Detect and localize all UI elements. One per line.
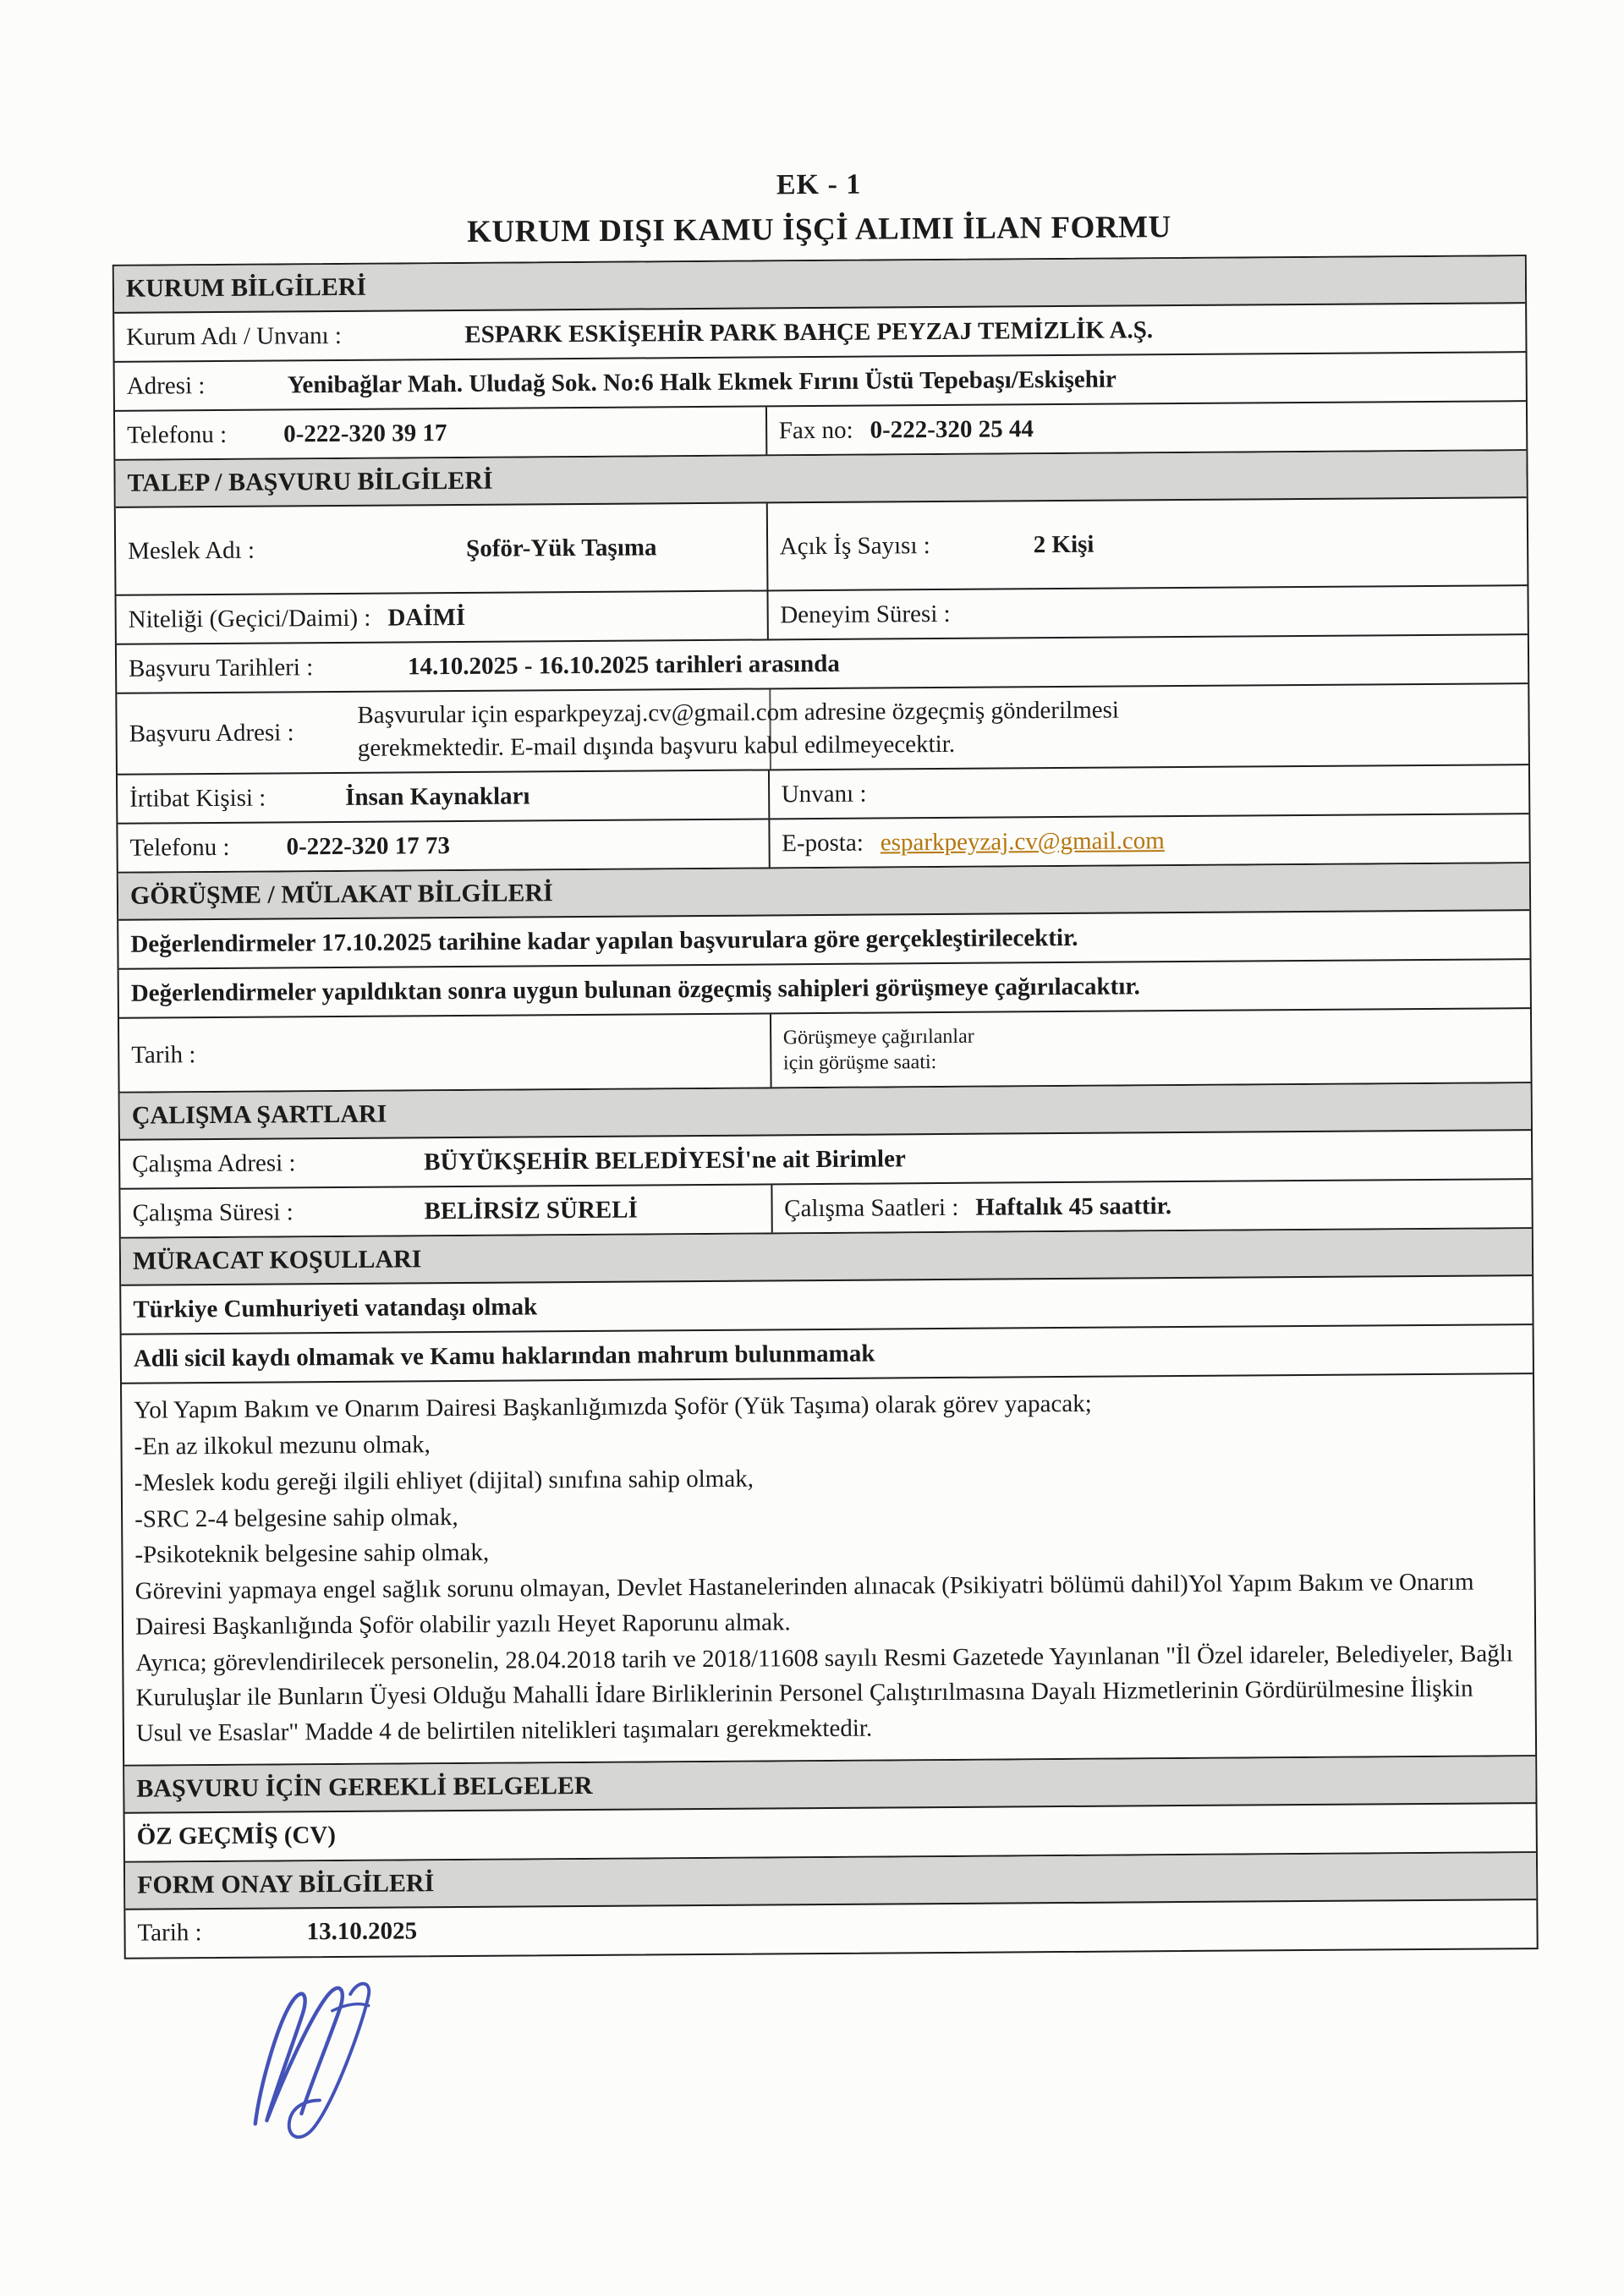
telefon2-value: 0-222-320 17 73 [286, 831, 451, 861]
calisma-saatleri-value: Haftalık 45 saattir. [975, 1192, 1172, 1221]
calisma-adresi-label: Çalışma Adresi : [132, 1149, 296, 1178]
signature-ink [224, 1960, 412, 2152]
onay-tarih-label: Tarih : [137, 1919, 202, 1947]
degerlendirme-text-2: Değerlendirmeler yapıldıktan sonra uygun bulunan özgeçmiş sahipleri görüşmeye çağırılacaktır. [130, 973, 1140, 1007]
basvuru-adresi-label: Başvuru Adresi : [129, 718, 294, 748]
onay-tarih-value: 13.10.2025 [306, 1917, 418, 1946]
row-basvuru-adresi [117, 684, 1528, 775]
calisma-suresi-value: BELİRSİZ SÜRELİ [424, 1196, 638, 1225]
adresi-value: Yenibağlar Mah. Uludağ Sok. No:6 Halk Ekmek Fırını Üstü Tepebaşı/Eskişehir [287, 365, 1116, 398]
section-header-label: TALEP / BAŞVURU BİLGİLERİ [127, 466, 493, 497]
form-table [112, 255, 1539, 1959]
gorusme-saati-line1: Görüşmeye çağırılanlar [782, 1025, 974, 1049]
eposta-label: E-posta: [782, 829, 864, 858]
form-title: KURUM DIŞI KAMU İŞÇİ ALIMI İLAN FORMU [467, 210, 1171, 249]
row-meslek-acik-is [116, 498, 1528, 596]
basvuru-adresi-line1: Başvurular için esparkpeyzaj.cv@gmail.com adresine özgeçmiş gönderilmesi [357, 696, 1120, 729]
row-tarih-gorusme-saati [119, 1009, 1531, 1093]
nitelik-value: DAİMİ [387, 603, 466, 632]
section-header-label: GÖRÜŞME / MÜLAKAT BİLGİLERİ [129, 879, 553, 910]
basvuru-tarihleri-label: Başvuru Tarihleri : [128, 653, 314, 682]
document-content [112, 164, 1539, 2152]
basvuru-adresi-line2: gerekmektedir. E-mail dışında başvuru kabul edilmeyecektir. [357, 731, 956, 762]
muracat-line-3: -Meslek kodu gereği ilgili ehliyet (dijital) sınıfına sahip olmak, [134, 1465, 754, 1497]
basvuru-tarihleri-value: 14.10.2025 - 16.10.2025 tarihleri arasında [407, 649, 840, 680]
kurum-adi-label: Kurum Adı / Unvanı : [126, 321, 343, 351]
unvani-label: Unvanı : [781, 780, 867, 808]
gorusme-tarih-label: Tarih : [131, 1040, 196, 1069]
section-header-label: ÇALIŞMA ŞARTLARI [131, 1099, 387, 1130]
muracat-kosul-1: Türkiye Cumhuriyeti vatandaşı olmak [133, 1293, 538, 1323]
deneyim-suresi-label: Deneyim Süresi : [780, 600, 951, 628]
muracat-line-6: Görevini yapmaya engel sağlık sorunu olmayan, Devlet Hastanelerinden alınacak (Psikiyatri bölümü dahil)Yol Yapım Bakım ve Onarım Dairesi Başkanlığında Şoför olabilir yazılı Heyet Raporunu almak. [134, 1568, 1474, 1641]
muracat-line-2: -En az ilkokul mezunu olmak, [134, 1431, 431, 1460]
calisma-adresi-value: BÜYÜKŞEHİR BELEDİYESİ'ne ait Birimler [424, 1145, 906, 1176]
annex-title: EK - 1 [776, 168, 862, 201]
muracat-line-5: -Psikoteknik belgesine sahip olmak, [134, 1539, 490, 1569]
gorusme-saati-line2: için görüşme saati: [782, 1051, 937, 1075]
muracat-kosul-2: Adli sicil kaydı olmamak ve Kamu haklarından mahrum bulunmamak [133, 1340, 875, 1373]
adresi-label: Adresi : [126, 371, 206, 400]
eposta-link[interactable]: esparkpeyzaj.cv@gmail.com [880, 826, 1165, 857]
row-muracat-block [122, 1374, 1535, 1766]
section-header-label: BAŞVURU İÇİN GEREKLİ BELGELER [136, 1771, 593, 1803]
telefon-label: Telefonu : [127, 420, 228, 449]
nitelik-label: Niteliği (Geçici/Daimi) : [128, 604, 371, 633]
muracat-line-4: -SRC 2-4 belgesine sahip olmak, [134, 1503, 458, 1533]
section-header-label: FORM ONAY BİLGİLERİ [137, 1869, 435, 1899]
calisma-saatleri-label: Çalışma Saatleri : [784, 1193, 959, 1223]
acik-is-sayisi-label: Açık İş Sayısı : [779, 531, 930, 560]
muracat-line-1: Yol Yapım Bakım ve Onarım Dairesi Başkanlığımızda Şoför (Yük Taşıma) olarak görev yapacak; [134, 1390, 1092, 1424]
fax-label: Fax no: [778, 416, 853, 444]
signature-svg [224, 1960, 412, 2152]
section-header-label: KURUM BİLGİLERİ [125, 272, 367, 303]
irtibat-kisisi-label: İrtibat Kişisi : [129, 784, 266, 813]
meslek-adi-value: Şoför-Yük Taşıma [466, 533, 657, 562]
meslek-adi-label: Meslek Adı : [128, 536, 255, 565]
title-block [112, 164, 1527, 253]
kurum-adi-value: ESPARK ESKİŞEHİR PARK BAHÇE PEYZAJ TEMİZLİK A.Ş. [464, 315, 1154, 348]
row-onay-tarih [125, 1900, 1536, 1958]
section-header-label: MÜRACAT KOŞULLARI [132, 1245, 422, 1275]
fax-value: 0-222-320 25 44 [870, 414, 1034, 444]
telefon2-label: Telefonu : [129, 833, 230, 862]
telefon-value: 0-222-320 39 17 [283, 419, 447, 447]
acik-is-sayisi-value: 2 Kişi [1033, 530, 1095, 558]
muracat-line-7: Ayrıca; görevlendirilecek personelin, 28.04.2018 tarih ve 2018/11608 sayılı Resmi Gazetede Yayınlanan "İl Özel idareler, Belediyeler, Bağlı Kuruluşlar ile Bunların Üyesi Olduğu Mahalli İdare Birliklerinin Personel Çalıştırılmasına Dayalı Hizmetlerinin Gördürülmesine İlişkin Usul ve Esaslar" Madde 4 de belirtilen nitelikleri taşımaları gerekmektedir. [135, 1639, 1513, 1747]
degerlendirme-text-1: Değerlendirmeler 17.10.2025 tarihine kadar yapılan başvurulara göre gerçekleştirilecektir. [130, 923, 1078, 958]
calisma-suresi-label: Çalışma Süresi : [132, 1198, 294, 1227]
ozgecmis-cv-text: ÖZ GEÇMİŞ (CV) [136, 1822, 337, 1850]
irtibat-kisisi-value: İnsan Kaynakları [345, 782, 530, 811]
